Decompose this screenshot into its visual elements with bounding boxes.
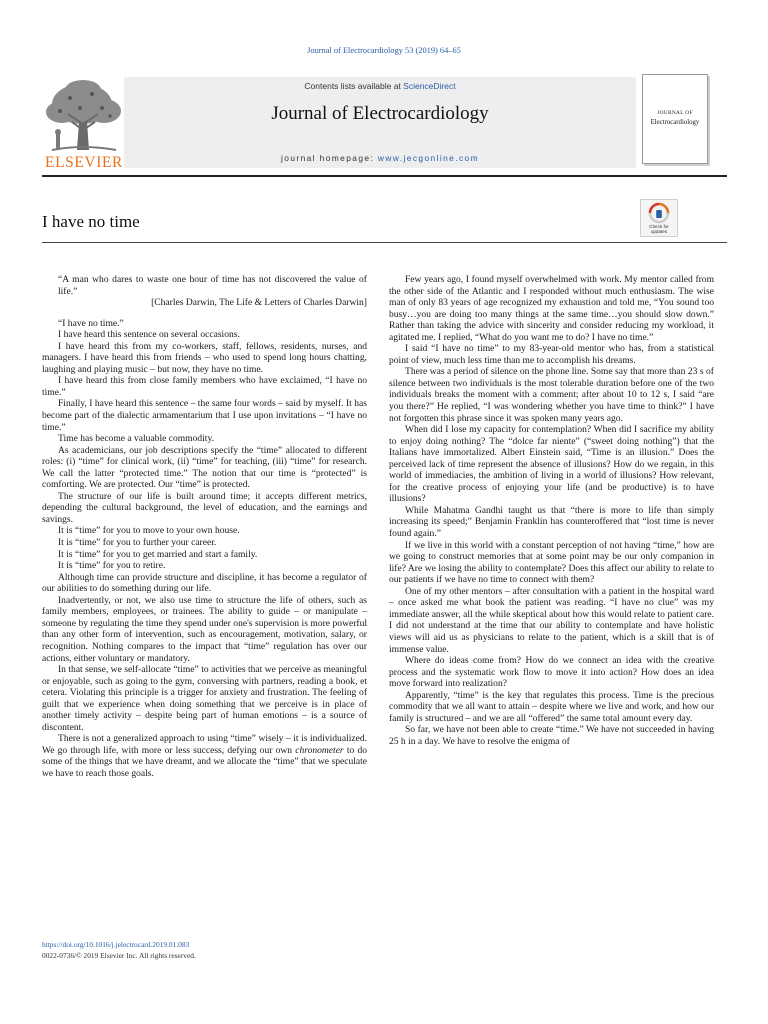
badge-text: [641, 224, 677, 234]
paragraph: I have heard this sentence on several occasions.: [58, 329, 240, 341]
journal-title: Journal of Electrocardiology: [271, 103, 489, 124]
paragraph: “I have no time.”: [58, 317, 124, 329]
paragraph: It is “time” for you to move to your own house.: [58, 525, 240, 537]
article-title: I have no time: [42, 212, 140, 231]
homepage-prefix: journal homepage:: [281, 153, 378, 163]
elsevier-wordmark: ELSEVIER: [45, 154, 123, 171]
paragraph: When did I lose my capacity for contemplation? When did I sacrifice my ability to enjoy doing nothing? The “dolce far niente” (“sweet doing nothing”) that the Italians have immortalized. Albert Einstein said, “Time is an illusion.” Does the perceived lack of time represent the absence of illusions? How do we regain, in this world of immediacies, the ambition of living in a world of illusions? How relevant, for the creative process of enjoying your life (and be productive) is to have illusions?: [389, 424, 714, 505]
doi-link[interactable]: https://doi.org/10.1016/j.jelectrocard.2019.01.083: [42, 940, 190, 949]
homepage-link[interactable]: www.jecgonline.com: [377, 153, 479, 163]
paragraph: As academicians, our job descriptions specify the “time” allocated to different roles: (i) “time” for clinical work, (ii) “time” for teaching, (iii) “time” for research. We call the latter “protected time.” The notion that our time is “protected” is comforting. We are protected. Our “time” is protected.: [42, 444, 367, 491]
paragraph: Few years ago, I found myself overwhelmed with work. My mentor called from the other side of the Atlantic and I responded without much enthusiasm. The wise man of only 83 years of age recognized my exhaustion and told me, “You sound too busy…you are doing too many things at the same time…you should slow down.” Rather than taking the advice with sincerity and consider reducing my workload, it agitated me. I replied, “What do you want me to do? I have no time.”: [389, 274, 714, 343]
journal-cover-thumbnail[interactable]: [642, 74, 708, 164]
paragraph: It is “time” for you to further your career.: [58, 537, 217, 549]
journal-masthead: [42, 72, 727, 172]
chronometer-emphasis: chronometer: [295, 744, 344, 756]
header-divider: [42, 175, 727, 177]
title-divider: [42, 242, 727, 243]
check-for-updates-badge[interactable]: [640, 199, 678, 237]
copyright-notice: 0022-0736/© 2019 Elsevier Inc. All rights reserved.: [42, 950, 196, 960]
masthead-banner: [124, 77, 636, 168]
article-footer: [42, 940, 196, 961]
epigraph-source: [Charles Darwin, The Life & Letters of Charles Darwin]: [151, 297, 367, 309]
paragraph: I have heard this from my co-workers, staff, fellows, residents, nurses, and managers. I have heard this from friends – who used to spend long hours chatting, laughing and playing music – but now, they have no time.: [42, 340, 367, 375]
paragraph: One of my other mentors – after consultation with a patient in the hospital ward – once asked me what book the patient was reading. “I have no clue” was my immediate answer, all the while skeptical about how this would relate to patient care. I did not understand at the time that our ability to contemplate and have holistic views will aid us as physicians to relate to the patient, which is a skill that is of immense value.: [389, 585, 714, 655]
badge-line-1: Check for: [649, 224, 669, 229]
paragraph: There was a period of silence on the phone line. Some say that more than 23 s of silence between two individuals is the most tolerable duration before one of the two individuals breaks the moment with a comment; after about 10 to 12 s, I said “are you there?” He replied, “I was wondering whether you have time to think?” I have not forgotten this phrase since it was spoken many years ago.: [389, 366, 714, 424]
sciencedirect-link[interactable]: ScienceDirect: [403, 81, 456, 91]
badge-line-2: updates: [650, 229, 668, 234]
paragraph: So far, we have not been able to create “time.” We have not succeeded in having 25 h in a day. We have to resolve the enigma of: [389, 724, 714, 747]
epigraph-quote: “A man who dares to waste one hour of time has not discovered the value of life.”: [58, 274, 367, 297]
paragraph: If we live in this world with a constant perception of not having “time,” how are we going to construct memories that at some point may be our only companion in life? Are we losing the ability to contemplate? Does this affect our ability to relate to our patients if we have no time to connect with them?: [389, 539, 714, 586]
paragraph-last: [42, 733, 367, 779]
right-column: [389, 274, 714, 747]
paragraph: Although time can provide structure and discipline, it has become a regulator of our abilities to do something during our life.: [42, 571, 367, 595]
paragraph: Finally, I have heard this sentence – the same four words – said by myself. It has become part of the dialectic armamentarium that I use upon invitations – “I have no time.”: [42, 398, 367, 433]
contents-availability: [124, 81, 636, 91]
paragraph: Inadvertently, or not, we also use time to structure the life of others, such as family members, employees, or trainees. The ability to guide – or manipulate – someone by regulating the time they spend under one's supervision is more powerful than any other form of intervention, such as encouragement, motivation, salary, or recognition. Nothing compares to the impact that “time” regulation has over our actions, either voluntary or mandatory.: [42, 594, 367, 664]
paragraph-last-end: to do some of the things that we have dreamt, and we allocate the “time” that we speculate we have to reach those goals.: [42, 744, 367, 779]
cover-line-2: Electrocardiology: [650, 119, 700, 126]
paragraph: Apparently, “time” is the key that regulates this process. Time is the precious commodity that we all want to attain – despite where we live and work, and how our family is structured – and we are all “offered” the same total amount every day.: [389, 689, 714, 724]
paragraph: Time has become a valuable commodity.: [58, 433, 214, 445]
elsevier-logo[interactable]: [42, 78, 126, 172]
paragraph: I said “I have no time” to my 83-year-old mentor who has, from a statistical point of view, much less time than me to accomplish his dreams.: [389, 343, 714, 366]
cover-line-1: JOURNAL OF: [657, 110, 693, 116]
paragraph: I have heard this from close family members who have exclaimed, “I have no time.”: [42, 375, 367, 398]
check-for-updates-icon: [641, 200, 677, 226]
paragraph: While Mahatma Gandhi taught us that “there is more to life than simply increasing its speed;” Benjamin Franklin has counteroffered that “lost time is never found again.”: [389, 504, 714, 540]
contents-prefix: Contents lists available at: [304, 81, 404, 91]
paragraph-last-start: There is not a generalized approach to using “time” wisely – it is individualized. We go through life, with more or less success, defying our own: [42, 733, 367, 756]
elsevier-tree-icon: [42, 78, 126, 172]
journal-homepage: [124, 153, 636, 163]
journal-citation[interactable]: Journal of Electrocardiology 53 (2019) 64–65: [307, 46, 461, 55]
paragraph: It is “time” for you to retire.: [58, 560, 166, 572]
paragraph: The structure of our life is built around time; it accepts different metrics, depending the cultural background, the level of education, and the earnings and savings.: [42, 490, 367, 525]
paragraph: It is “time” for you to get married and start a family.: [58, 548, 258, 560]
paragraph: Where do ideas come from? How do we connect an idea with the creative process and the systematic work flow to move it into action? How does an idea move forward into realization?: [389, 655, 714, 690]
paragraph: In that sense, we self-allocate “time” to activities that we perceive as meaningful or enjoyable, such as going to the gym, conversing with partners, reading a book, et cetera. Violating this principle is a trigger for anxiety and frustration. The feeling of guilt that we experience when doing something that we perceive is in place of another timely activity – despite being part of human emotions – is a source of discontent.: [42, 664, 367, 733]
left-column: [42, 274, 367, 780]
